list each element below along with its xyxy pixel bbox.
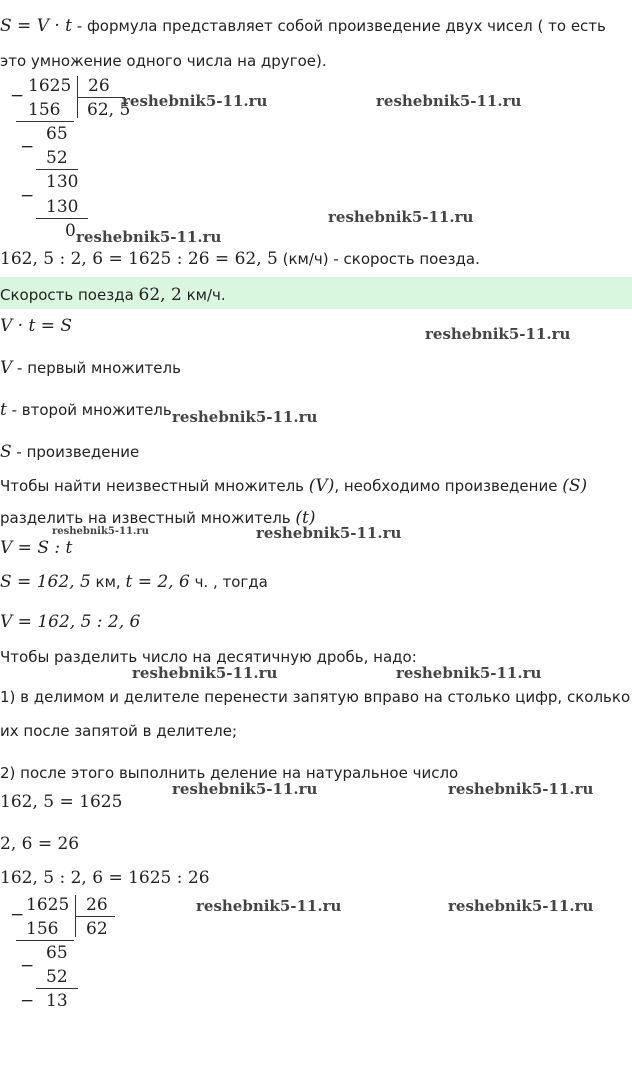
rule-find-line xyxy=(0,476,587,496)
s-symbol: S xyxy=(0,442,12,462)
divisor: 26 xyxy=(86,895,108,915)
minus-sign: − xyxy=(20,186,35,206)
rule-t-line xyxy=(0,400,172,420)
result-unit: (км/ч) - скорость поезда. xyxy=(277,250,480,268)
underline-2 xyxy=(36,169,78,170)
remainder-2: 13 xyxy=(46,991,68,1011)
decimal-step-2: 2) после этого выполнить деление на натуральное число xyxy=(0,764,459,782)
watermark: reshebnik5-11.ru xyxy=(132,664,278,682)
decimal-intro: Чтобы разделить число на десятичную дробь, надо: xyxy=(0,648,417,666)
watermark: reshebnik5-11.ru xyxy=(172,408,318,426)
remainder-2: 130 xyxy=(46,172,79,192)
underline-3 xyxy=(36,218,88,219)
minus-sign: − xyxy=(10,86,25,106)
minus-sign: − xyxy=(20,137,35,157)
v-text: - первый множитель xyxy=(12,359,181,377)
rule-formula: V · t = S xyxy=(0,316,73,336)
minus-sign: − xyxy=(10,905,25,925)
answer-prefix: Скорость поезда xyxy=(0,286,139,304)
formula-text: - формула представляет собой произведение двух чисел ( то есть xyxy=(72,17,606,35)
calc-line: V = 162, 5 : 2, 6 xyxy=(0,612,141,632)
rule-formula-2: V = S : t xyxy=(0,538,73,558)
given-t: t = 2, 6 xyxy=(125,572,190,592)
watermark: reshebnik5-11.ru xyxy=(76,228,222,246)
watermark: reshebnik5-11.ru xyxy=(122,92,268,110)
given-line xyxy=(0,572,268,592)
find-text-b: , необходимо произведение xyxy=(334,477,563,495)
watermark: reshebnik5-11.ru xyxy=(448,897,594,915)
divisor: 26 xyxy=(88,76,110,96)
subtrahend-1: 156 xyxy=(28,100,61,120)
given-s: S = 162, 5 xyxy=(0,572,91,592)
subtrahend-2: 52 xyxy=(46,967,68,987)
v-symbol: V xyxy=(0,358,13,378)
decimal-step-1a: 1) в делимом и делителе перенести запятую вправо на столько цифр, сколько xyxy=(0,688,631,706)
watermark: reshebnik5-11.ru xyxy=(172,780,318,798)
remainder-3: 0 xyxy=(65,221,76,241)
formula-text-2: это умножение одного числа на другое). xyxy=(0,52,327,70)
minus-sign: − xyxy=(20,991,35,1011)
rule-v-line xyxy=(0,358,181,378)
rule-s-line xyxy=(0,442,139,462)
underline-2 xyxy=(36,988,78,989)
find-s: (S) xyxy=(562,476,588,496)
watermark: reshebnik5-11.ru xyxy=(52,526,149,537)
subtrahend-3: 130 xyxy=(46,197,79,217)
given-ch: ч. , тогда xyxy=(189,573,268,591)
dividend: 1625 xyxy=(26,895,70,915)
decimal-eq-3: 162, 5 : 2, 6 = 1625 : 26 xyxy=(0,868,210,888)
watermark: reshebnik5-11.ru xyxy=(425,325,571,343)
minus-sign: − xyxy=(20,956,35,976)
decimal-step-1b: их после запятой в делителе; xyxy=(0,722,238,740)
remainder-1: 65 xyxy=(46,943,68,963)
find-text-a: Чтобы найти неизвестный множитель xyxy=(0,477,309,495)
watermark: reshebnik5-11.ru xyxy=(196,897,342,915)
decimal-eq-2: 2, 6 = 26 xyxy=(0,834,80,854)
formula-line xyxy=(0,16,606,36)
find-t: (t) xyxy=(295,508,316,528)
answer-value: 62, 2 xyxy=(138,285,182,305)
dividend: 1625 xyxy=(28,76,72,96)
find-v: (V) xyxy=(308,476,335,496)
result-line xyxy=(0,249,480,269)
remainder-1: 65 xyxy=(46,124,68,144)
underline-1 xyxy=(16,940,74,941)
answer-suffix: км/ч. xyxy=(181,286,226,304)
given-km: км, xyxy=(90,573,126,591)
watermark: reshebnik5-11.ru xyxy=(396,664,542,682)
watermark: reshebnik5-11.ru xyxy=(448,780,594,798)
divisor-line xyxy=(77,97,125,98)
s-text: - произведение xyxy=(11,443,140,461)
divisor-line xyxy=(75,916,115,917)
watermark: reshebnik5-11.ru xyxy=(328,208,474,226)
watermark: reshebnik5-11.ru xyxy=(376,92,522,110)
t-symbol: t xyxy=(0,400,7,420)
t-text: - второй множитель xyxy=(6,401,172,419)
subtrahend-2: 52 xyxy=(46,148,68,168)
watermark: reshebnik5-11.ru xyxy=(256,524,402,542)
answer-line xyxy=(0,285,226,305)
find-text-c: разделить на известный множитель xyxy=(0,509,296,527)
underline-1 xyxy=(16,121,74,122)
decimal-eq-1: 162, 5 = 1625 xyxy=(0,792,123,812)
quotient: 62 xyxy=(86,919,108,939)
subtrahend-1: 156 xyxy=(26,919,59,939)
quotient: 62, 5 xyxy=(87,100,131,120)
result-expression: 162, 5 : 2, 6 = 1625 : 26 = 62, 5 xyxy=(0,249,278,269)
formula-symbol: S = V · t xyxy=(0,16,73,36)
